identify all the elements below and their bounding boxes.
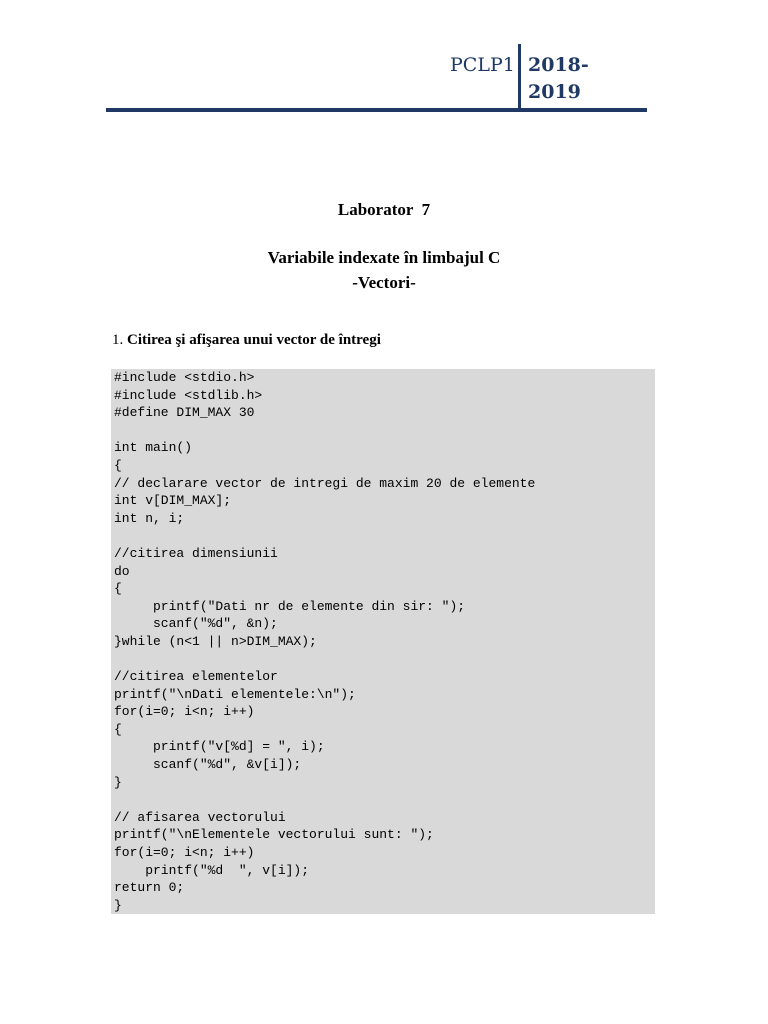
code-line: // afisarea vectorului: [114, 809, 286, 825]
code-line: //citirea elementelor: [114, 669, 278, 685]
code-line: for(i=0; i<n; i++): [114, 845, 255, 861]
code-line: {: [114, 581, 122, 597]
section-title: Citirea şi afişarea unui vector de întregi: [127, 332, 381, 348]
code-line: scanf("%d", &n);: [114, 616, 278, 632]
code-line: }while (n<1 || n>DIM_MAX);: [114, 633, 317, 649]
lab-title: Laborator 7: [337, 200, 431, 219]
code-line: for(i=0; i<n; i++): [114, 704, 255, 720]
code-line: do: [114, 563, 130, 579]
code-line: #define DIM_MAX 30: [114, 405, 255, 421]
code-line: // declarare vector de intregi de maxim 20 de elemente: [114, 475, 536, 491]
code-line: scanf("%d", &v[i]);: [114, 757, 302, 773]
header-rule: [106, 108, 647, 112]
academic-year-line1: 2018-: [528, 54, 589, 76]
academic-year-line2: 2019: [528, 81, 581, 103]
code-line: [114, 791, 535, 809]
code-block: [111, 369, 655, 914]
code-line: [114, 422, 535, 440]
code-line: printf("%d ", v[i]);: [114, 862, 310, 878]
code-line: #include <stdlib.h>: [114, 387, 263, 403]
code-line: //citirea dimensiunii: [114, 545, 278, 561]
code-line: printf("\nElementele vectorului sunt: ");: [114, 827, 434, 843]
topic-subtitle: -Vectori-: [352, 273, 416, 292]
code-line: }: [114, 897, 122, 913]
code-line: {: [114, 457, 122, 473]
code-line: printf("v[%d] = ", i);: [114, 739, 325, 755]
topic-title: Variabile indexate în limbajul C: [267, 248, 501, 267]
code-line: int v[DIM_MAX];: [114, 493, 232, 509]
code-line: [114, 651, 535, 669]
code-lines: [114, 369, 535, 914]
section-heading: [112, 332, 381, 349]
section-number: 1.: [112, 332, 124, 348]
code-line: int n, i;: [114, 510, 185, 526]
code-line: printf("\nDati elementele:\n");: [114, 686, 356, 702]
header-divider: [518, 44, 521, 109]
code-line: }: [114, 774, 122, 790]
academic-year: [528, 52, 618, 106]
code-line: printf("Dati nr de elemente din sir: ");: [114, 598, 466, 614]
course-code: PCLP1: [450, 54, 515, 76]
code-line: return 0;: [114, 880, 185, 896]
code-line: {: [114, 721, 122, 737]
code-line: int main(): [114, 440, 193, 456]
code-line: #include <stdio.h>: [114, 370, 255, 385]
code-line: [114, 527, 535, 545]
